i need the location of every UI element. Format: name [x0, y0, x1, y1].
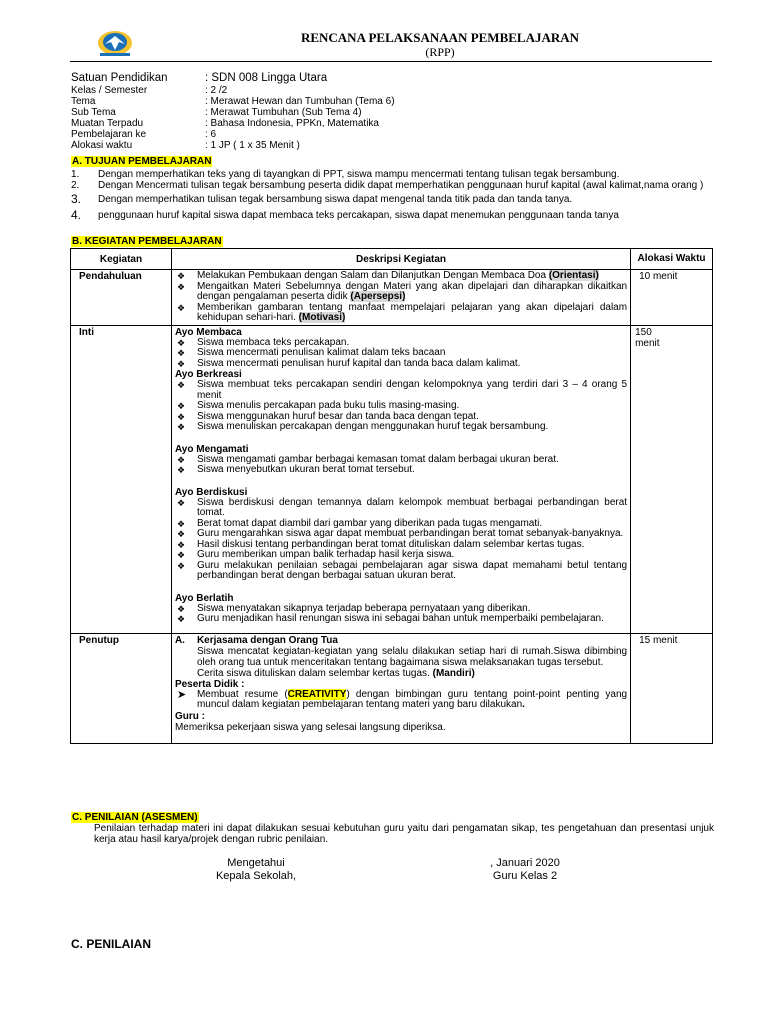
signature-role: Kepala Sekolah, [215, 870, 297, 882]
item-number: 2. [71, 180, 80, 191]
list-item: ➤ Membuat resume (CREATIVITY) dengan bimbingan guru tentang point-point penting yang muncul dalam kegiatan pembelajaran tentang materi yang baru dilakukan. [176, 688, 628, 710]
item-number: 4. [71, 208, 82, 222]
section-heading-penilaian [71, 812, 199, 823]
subheading: Ayo Berkreasi [174, 369, 242, 380]
item-text: Berat tomat dapat diambil dari gambar yang diberikan pada tugas mengamati. [196, 517, 543, 529]
list-item [175, 635, 627, 646]
list-item [175, 529, 627, 540]
list-item [175, 614, 627, 625]
diamond-bullet-icon: ❖ [176, 497, 186, 508]
row-time: 10 menit [631, 270, 713, 326]
info-label: Kelas / Semester [71, 85, 148, 96]
footer-heading: C. PENILAIAN [71, 937, 152, 951]
diamond-bullet-icon: ❖ [176, 281, 186, 292]
diamond-bullet-icon: ❖ [176, 380, 186, 390]
info-value: : Merawat Hewan dan Tumbuhan (Tema 6) [205, 96, 395, 107]
row-description [171, 325, 630, 633]
item-text: Siswa menyebutkan ukuran berat tomat tersebut. [196, 464, 415, 475]
subheading: Ayo Mengamati [174, 443, 249, 455]
stage-marker: (Mandiri) [432, 667, 475, 679]
document-subtitle: (RPP) [425, 45, 455, 59]
diamond-bullet-icon: ❖ [176, 422, 186, 432]
table-header-row [71, 249, 713, 270]
signature-date: , Januari 2020 [490, 857, 560, 869]
list-item [175, 561, 627, 582]
subheading: Peserta Didik : [174, 678, 245, 690]
tujuan-list [71, 169, 715, 221]
list-item [71, 169, 715, 180]
signature-teacher [470, 857, 580, 883]
diamond-bullet-icon: ❖ [176, 411, 186, 422]
info-label: Sub Tema [71, 107, 116, 118]
signature-line: Mengetahui [227, 857, 285, 869]
kegiatan-table [70, 248, 713, 744]
item-text: Hasil diskusi tentang perbandingan berat tomat dituliskan dalam selembar kertas tugas. [196, 538, 585, 550]
item-text: Siswa mencatat kegiatan-kegiatan yang selalu dilakukan setiap hari di rumah.Siswa dibimbing oleh orang tua untuk menceritakan tentang bagaimana siswa melaksanakan tugas tersebut. [196, 645, 628, 668]
row-label: Penutup [71, 633, 172, 743]
list-item [175, 465, 627, 476]
info-value: : SDN 008 Lingga Utara [205, 72, 328, 84]
item-text: Dengan Mencermati tulisan tegak bersambung peserta didik dapat memperhatikan penggunaan huruf kapital (awal kalimat,nama orang ) [98, 180, 704, 191]
item-text: Dengan memperhatikan teks yang di tayangkan di PPT, siswa mampu mencermati tentang tulisan tegak bersambung. [98, 169, 620, 180]
info-row [71, 118, 711, 129]
table-row [71, 270, 713, 326]
signature-principal [206, 857, 306, 883]
item-text [175, 668, 627, 679]
subheading: Ayo Berlatih [174, 592, 234, 604]
table-row [71, 325, 713, 633]
item-number: A. [174, 634, 185, 646]
info-row [71, 72, 711, 85]
info-row [71, 85, 711, 96]
section-heading-text: A. TUJUAN PEMBELAJARAN [72, 156, 212, 167]
item-text: Siswa berdiskusi dengan temannya dalam kelompok membuat berbagai perbandingan berat tomat. [196, 496, 628, 518]
item-text: Memeriksa pekerjaan siswa yang selesai langsung diperiksa. [174, 721, 446, 733]
section-heading-text: B. KEGIATAN PEMBELAJARAN [72, 236, 222, 247]
column-header: Alokasi Waktu [631, 249, 713, 270]
section-heading-kegiatan [71, 236, 223, 247]
item-number: 3. [71, 192, 82, 206]
list-item [175, 282, 627, 303]
item-text: Mengaitkan Materi Sebelumnya dengan Materi yang akan dipelajari dan diharapkan dikaitkan dengan pengalaman peserta didik [196, 280, 628, 302]
info-value: : Merawat Tumbuhan (Sub Tema 4) [205, 107, 362, 118]
list-item [175, 422, 627, 433]
info-row [71, 96, 711, 107]
diamond-bullet-icon: ❖ [176, 348, 186, 358]
stage-marker: (Orientasi) [548, 270, 599, 281]
list-item [175, 380, 627, 401]
item-number: 1. [71, 169, 80, 180]
arrow-bullet-icon: ➤ [176, 688, 187, 701]
item-text: Melakukan Pembukaan dengan Salam dan Dilanjutkan Dengan Membaca Doa [196, 270, 547, 281]
row-description [171, 270, 630, 326]
info-label: Satuan Pendidikan [71, 72, 168, 84]
item-text: Memberikan gambaran tentang manfaat mempelajari pelajaran yang akan dipelajari dalam kehidupan sehari-hari. [196, 301, 628, 323]
info-value: : 1 JP ( 1 x 35 Menit ) [205, 140, 300, 151]
info-value: : 2 /2 [205, 85, 228, 96]
diamond-bullet-icon: ❖ [176, 401, 186, 411]
diamond-bullet-icon: ❖ [176, 560, 186, 571]
creativity-marker: CREATIVITY [287, 688, 347, 700]
info-row [71, 129, 711, 140]
info-label: Pembelajaran ke [71, 129, 147, 140]
diamond-bullet-icon: ❖ [176, 358, 186, 369]
info-value: : 6 [205, 129, 217, 140]
item-text: Guru memberikan umpan balik terhadap hasil kerja siswa. [196, 549, 455, 560]
item-text: Siswa menggunakan huruf besar dan tanda baca dengan tepat. [196, 410, 479, 422]
identity-block [71, 72, 711, 151]
item-text: Siswa menuliskan percakapan dengan menggunakan huruf tegak bersambung. [196, 421, 549, 432]
subheading: Guru : [174, 710, 205, 722]
item-text: Guru mengarahkan siswa agar dapat membuat perbandingan berat tomat sebanyak-banyaknya. [196, 528, 624, 539]
subheading: Ayo Membaca [174, 326, 242, 338]
item-text: Guru melakukan penilaian sebagai pembelajaran agar siswa dapat memahami betul tentang perbandingan berat dengan berbagai satuan ukuran berat. [196, 559, 628, 581]
item-text: Dengan memperhatikan tulisan tegak bersambung siswa dapat mengenal tanda titik pada dan tanda tanya. [98, 194, 573, 205]
diamond-bullet-icon: ❖ [176, 302, 186, 313]
penilaian-text: Penilaian terhadap materi ini dapat dilakukan sesuai kebutuhan guru yaitu dari pengamatan sikap, tes pengetahuan dan presentasi unjuk kerja atau hasil karya/projek dengan rubric penilaian. [94, 823, 714, 845]
diamond-bullet-icon: ❖ [176, 550, 186, 560]
item-text: Guru menjadikan hasil renungan siswa ini sebagai bahan untuk memperbaiki pembelajaran. [196, 613, 604, 624]
item-text-part: Membuat resume ( [196, 688, 288, 700]
item-text-part: Cerita siswa dituliskan dalam selembar kertas tugas. [196, 667, 430, 679]
diamond-bullet-icon: ❖ [176, 529, 186, 539]
diamond-bullet-icon: ❖ [176, 465, 186, 475]
time-unit: menit [635, 337, 660, 349]
list-item [71, 210, 715, 221]
row-time: 15 menit [631, 633, 713, 743]
list-item [175, 303, 627, 324]
list-item [175, 498, 627, 519]
diamond-bullet-icon: ❖ [176, 518, 186, 529]
list-item [175, 359, 627, 370]
time-value: 150 [635, 326, 652, 338]
tut-wuri-handayani-logo [95, 28, 133, 58]
item-text-part: ) dengan bimbingan guru tentang point-point penting yang muncul dalam kegiatan pembelajaran tentang materi yang baru dilakukan [196, 688, 628, 710]
item-text: Siswa mengamati gambar berbagai kemasan tomat dalam berbagai ukuran berat. [196, 453, 559, 465]
stage-marker: (Motivasi) [298, 312, 346, 323]
diamond-bullet-icon: ❖ [176, 614, 186, 624]
row-time [631, 325, 713, 633]
info-row [71, 140, 711, 151]
item-text: Siswa mencermati penulisan huruf kapital dan tanda baca dalam kalimat. [196, 357, 521, 369]
row-label: Pendahuluan [71, 270, 172, 326]
list-item [175, 348, 627, 359]
list-item [175, 401, 627, 412]
diamond-bullet-icon: ❖ [176, 271, 186, 281]
section-heading-text: C. PENILAIAN (ASESMEN) [72, 812, 198, 823]
list-item [71, 180, 715, 191]
subheading: Kerjasama dengan Orang Tua [196, 634, 338, 646]
list-item [175, 550, 627, 561]
list-item [71, 194, 715, 205]
info-value: : Bahasa Indonesia, PPKn, Matematika [205, 118, 379, 129]
info-label: Tema [71, 96, 96, 107]
header-divider [70, 61, 712, 62]
item-text: Siswa menyatakan sikapnya terjadap beberapa pernyataan yang diberikan. [196, 602, 531, 614]
info-label: Muatan Terpadu [71, 118, 144, 129]
item-text: penggunaan huruf kapital siswa dapat membaca teks percakapan, siswa dapat menemukan penggunaan tanda tanya [98, 210, 619, 221]
column-header: Deskripsi Kegiatan [171, 249, 630, 270]
item-text: Siswa mencermati penulisan kalimat dalam teks bacaan [196, 347, 446, 358]
signature-role: Guru Kelas 2 [492, 870, 558, 882]
document-title: RENCANA PELAKSANAAN PEMBELAJARAN [300, 30, 580, 45]
diamond-bullet-icon: ❖ [176, 603, 186, 614]
column-header: Kegiatan [71, 249, 172, 270]
row-description [171, 633, 630, 743]
item-text: Siswa membuat teks percakapan sendiri dengan kelompoknya yang terdiri dari 3 – 4 orang 5 menit [196, 379, 628, 401]
diamond-bullet-icon: ❖ [176, 539, 186, 550]
info-row [71, 107, 711, 118]
diamond-bullet-icon: ❖ [176, 337, 186, 348]
subheading: Ayo Berdiskusi [174, 486, 248, 498]
section-heading-tujuan [71, 156, 212, 167]
item-text: Siswa membaca teks percakapan. [196, 336, 350, 348]
diamond-bullet-icon: ❖ [176, 454, 186, 465]
table-row [71, 633, 713, 743]
row-label: Inti [71, 325, 172, 633]
item-text: Siswa menulis percakapan pada buku tulis masing-masing. [196, 400, 460, 411]
info-label: Alokasi waktu [71, 140, 133, 151]
stage-marker: (Apersepsi) [350, 291, 406, 302]
